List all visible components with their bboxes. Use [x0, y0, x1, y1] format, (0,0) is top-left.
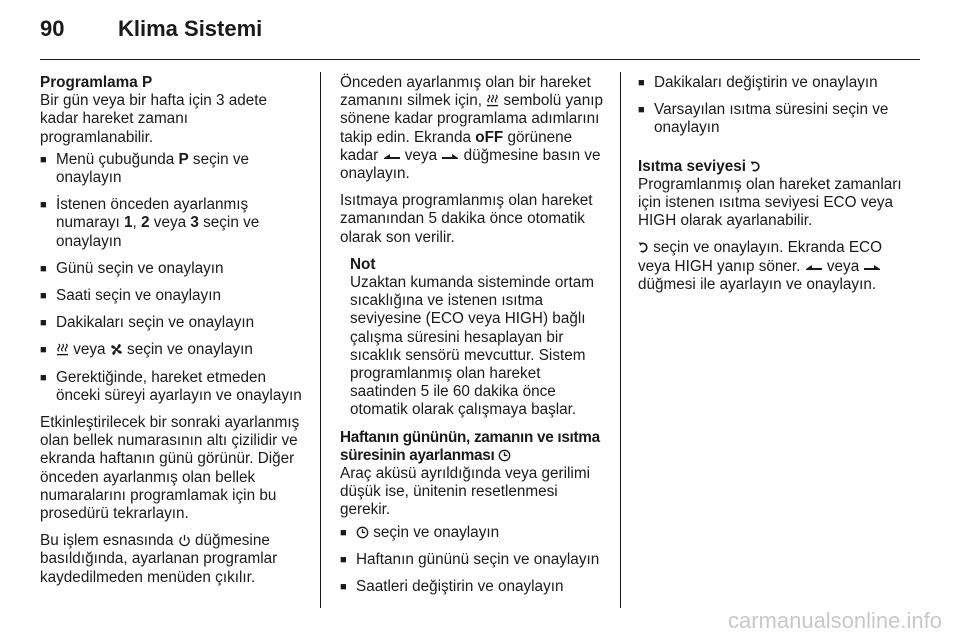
note-body: Uzaktan kumanda sisteminde ortam sıcaklığına ve istenen ısıtma seviyesine (ECO veya HIGH) bağlı çalışma süresini hesaplayan bir sıcaklık sensörü mevcuttur. Sistem programlanmış olan hareket saatinden 5 ile 60 dakika önce otomatik olarak çalışmaya başlar. — [350, 274, 595, 419]
note-title: Not — [350, 255, 376, 273]
bullet-icon: ■ — [40, 344, 47, 357]
section-heading: Programlama P — [40, 74, 153, 91]
column-2 — [340, 74, 606, 596]
arrow-left-icon — [383, 152, 401, 162]
column-divider — [320, 72, 321, 608]
paragraph: Programlanmış olan hareket zamanları için istenen ısıtma seviyesi ECO veya HIGH olarak ayarlanabilir. — [638, 175, 902, 230]
list-item: ■ Menü çubuğunda P seçin ve onaylayın — [40, 150, 250, 187]
clock-icon — [356, 526, 369, 539]
section-heading: Isıtma seviyesi — [638, 158, 908, 176]
level-icon — [750, 160, 761, 173]
power-icon — [178, 534, 191, 547]
bullet-icon: ■ — [40, 290, 47, 303]
clock-icon — [498, 449, 511, 462]
bullet-icon: ■ — [638, 104, 645, 117]
list-item: ■ İstenen önceden ayarlanmış numarayı 1, 2 veya 3 seçin ve onaylayın — [40, 196, 260, 250]
bullet-icon: ■ — [40, 371, 47, 384]
level-icon — [638, 241, 649, 254]
heater-icon — [56, 343, 69, 356]
list-item: ■ Saatleri değiştirin ve onaylayın — [340, 578, 564, 596]
column-3 — [638, 74, 908, 294]
note-box — [350, 256, 606, 420]
page-header — [40, 16, 262, 48]
bullet-icon: ■ — [40, 199, 47, 212]
bullet-icon: ■ — [40, 317, 47, 330]
list-item: ■ Dakikaları seçin ve onaylayın — [40, 314, 255, 332]
paragraph: Bir gün veya bir hafta için 3 adete kadar hareket zamanı programlanabilir. — [40, 92, 268, 146]
list-item: ■ Saati seçin ve onaylayın — [40, 287, 221, 305]
list-item: ■ Gerektiğinde, hareket etmeden önceki süreyi ayarlayın ve onaylayın — [40, 368, 302, 404]
page-title: Klima Sistemi — [118, 16, 263, 41]
bullet-icon: ■ — [340, 581, 347, 594]
list-item: ■ veya seçin ve onaylayın — [40, 341, 253, 359]
bullet-icon: ■ — [40, 153, 47, 166]
column-1 — [40, 74, 302, 587]
bullet-icon: ■ — [340, 526, 347, 539]
header-rule — [40, 59, 920, 60]
arrow-right-icon — [863, 263, 881, 273]
arrow-left-icon — [805, 263, 823, 273]
bullet-icon: ■ — [638, 77, 645, 89]
paragraph: Isıtmaya programlanmış olan hareket zamanından 5 dakika önce otomatik olarak son verilir. — [340, 192, 593, 246]
paragraph: Önceden ayarlanmış olan bir hareket zamanını silmek için, sembolü yanıp sönene kadar programlama adımlarını takip edin. Ekranda oFF görünene kadar veya düğmesine basın ve onaylayın. — [340, 74, 603, 183]
paragraph: seçin ve onaylayın. Ekranda ECO veya HIGH yanıp söner. veya düğmesi ile ayarlayın ve onaylayın. — [638, 239, 882, 293]
list-item: ■ Günü seçin ve onaylayın — [40, 259, 224, 277]
paragraph: Bu işlem esnasında düğmesine basıldığında, ayarlanan programlar kaydedilmeden menüden çıkılır. — [40, 532, 278, 586]
paragraph: Etkinleştirilecek bir sonraki ayarlanmış olan bellek numarasının altı çizilidir ve ekranda haftanın günü görünür. Diğer önceden ayarlanmış olan bellek numaralarını programlamak için bu prosedürü tekrarlayın. — [40, 414, 300, 523]
list-item: ■ seçin ve onaylayın — [340, 523, 500, 541]
page-number: 90 — [40, 16, 65, 41]
column-divider — [620, 72, 621, 608]
fan-icon — [110, 343, 123, 356]
watermark: carmanualsonline.info — [727, 608, 942, 633]
section-heading: Haftanın gününün, zamanın ve ısıtma süresinin ayarlanması — [340, 428, 600, 464]
paragraph: Araç aküsü ayrıldığında veya gerilimi düşük ise, ünitenin resetlenmesi gerekir. — [340, 465, 590, 519]
list-item: ■ Varsayılan ısıtma süresini seçin ve onaylayın — [638, 101, 889, 137]
list-item: ■ Dakikaları değiştirin ve onaylayın — [638, 74, 878, 91]
list-item: ■ Haftanın gününü seçin ve onaylayın — [340, 550, 600, 568]
arrow-right-icon — [441, 152, 459, 162]
heater-icon — [486, 94, 499, 107]
bullet-icon: ■ — [40, 262, 47, 275]
bullet-icon: ■ — [340, 553, 347, 566]
